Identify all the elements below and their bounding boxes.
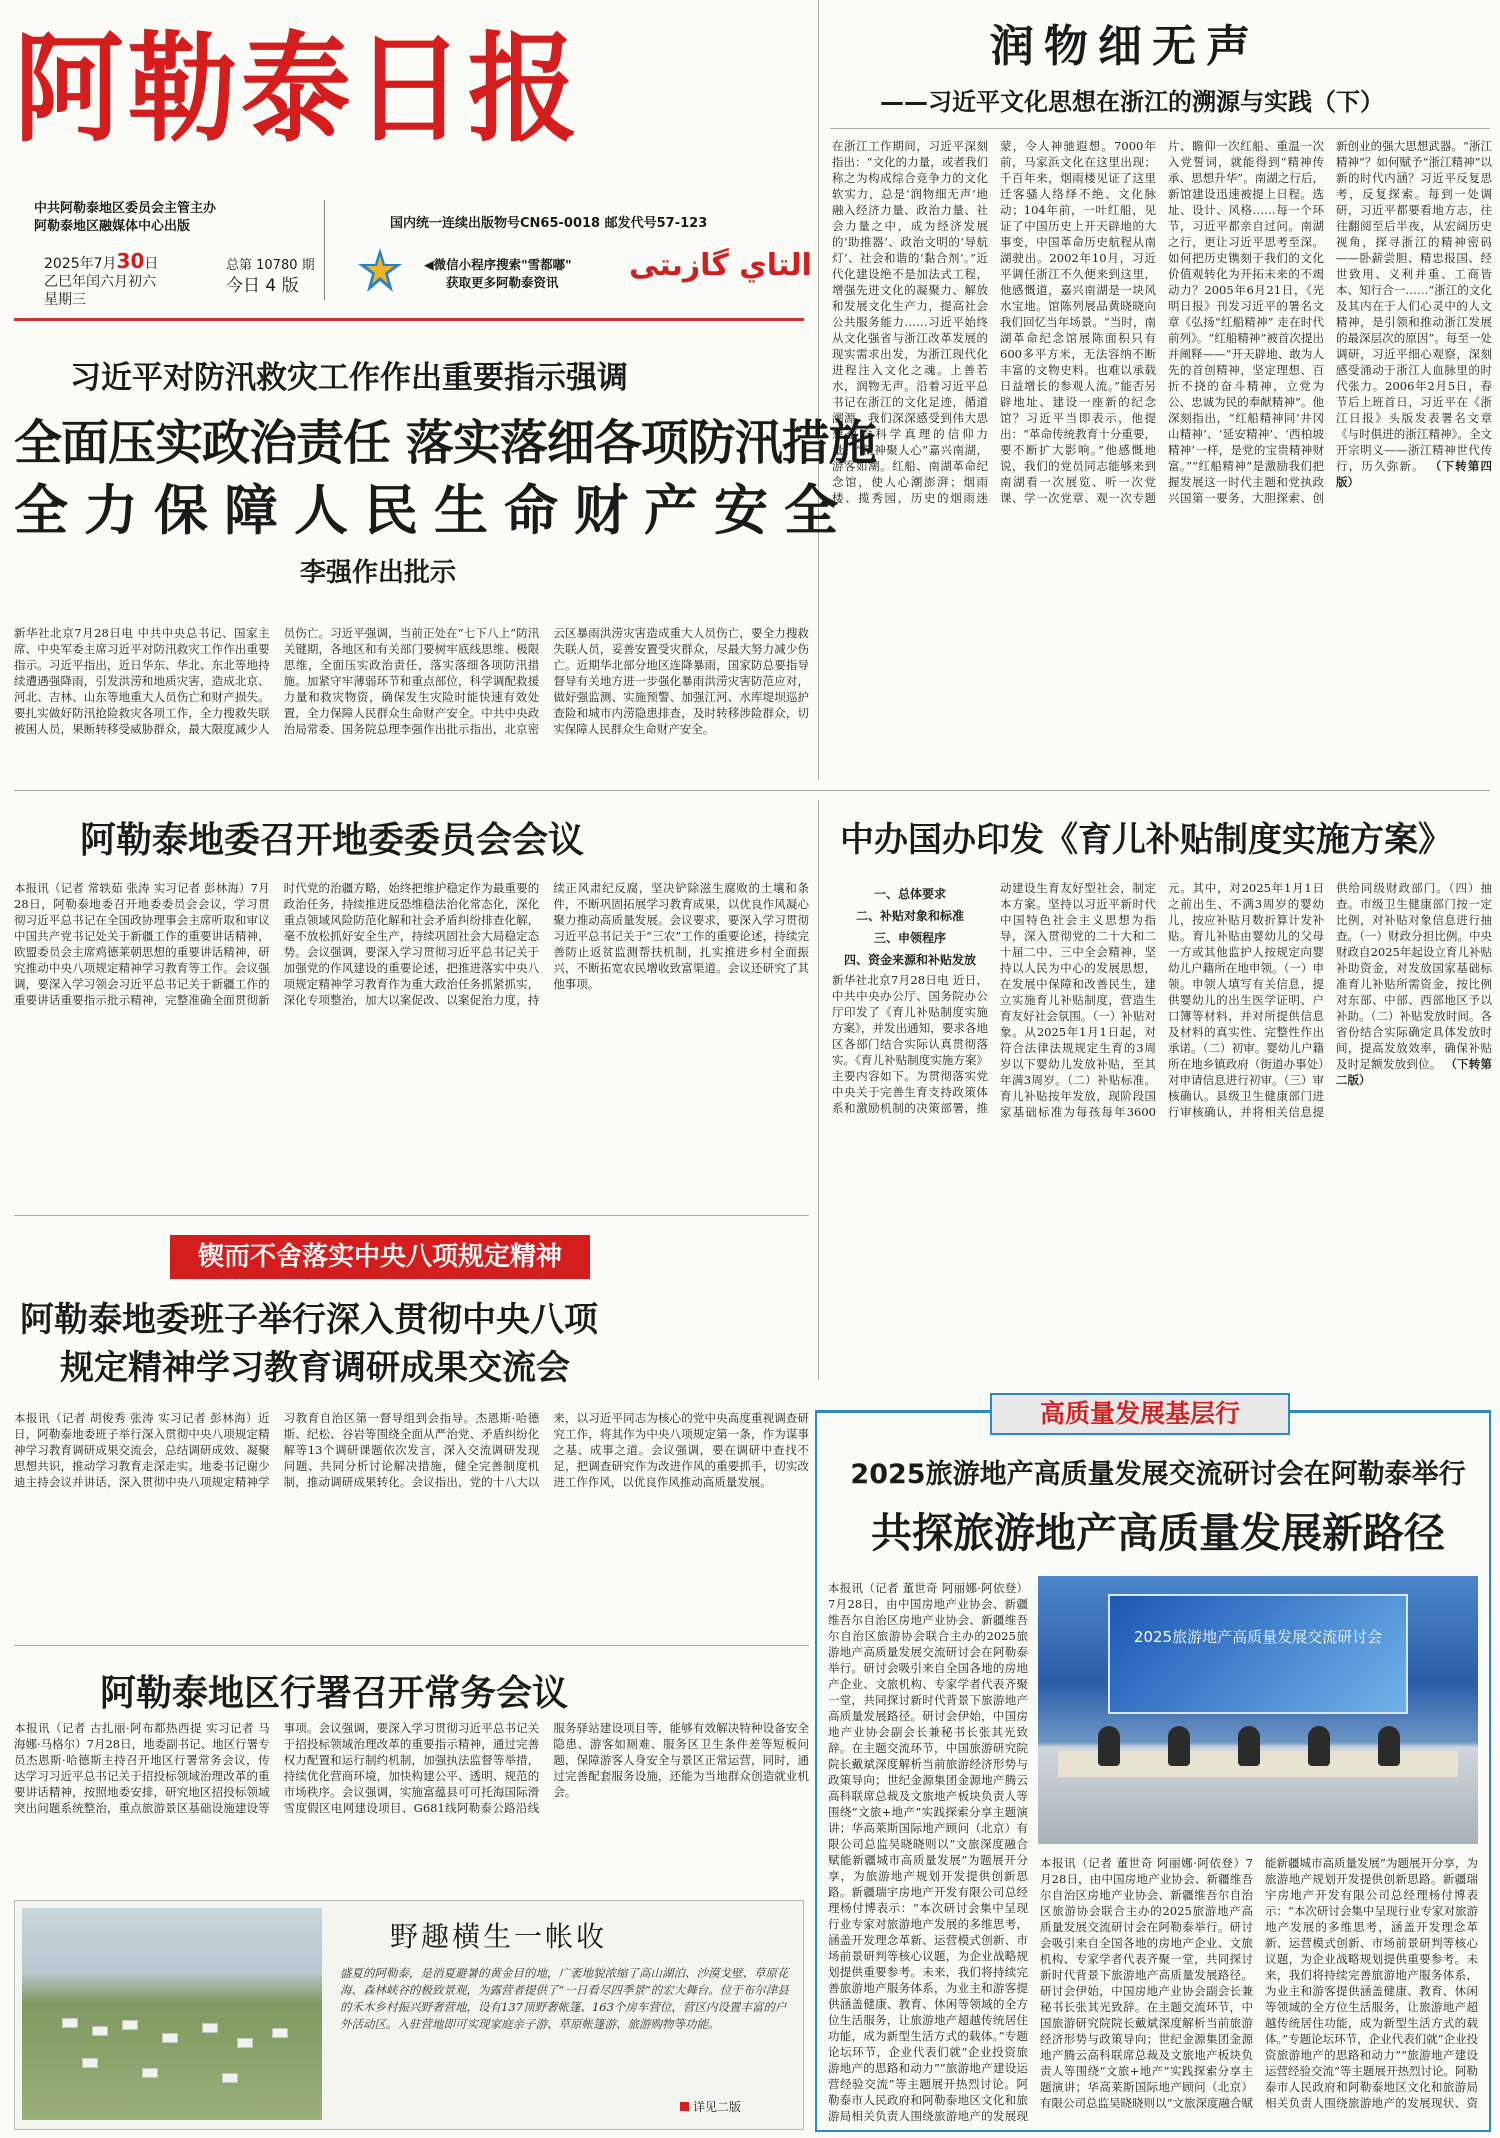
newspaper-title: 阿勒泰日报 [14, 19, 582, 158]
exchange-headline-2: 规定精神学习教育调研成果交流会 [60, 1348, 570, 1388]
lead-headline-2: 全力保障人民生命财产安全 [14, 479, 854, 542]
lead-body: 新华社北京7月28日电 中共中央总书记、国家主席、中央军委主席习近平对防汛救灾工作作出重要指示。习近平指出，近日华东、华北、东北等地持续遭遇强降雨，引发洪涝和地质灾害，造成北京、河北、吉林、山东等地重大人员伤亡和财产损失。要扎实做好防汛抢险救灾各项工作，全力搜救失联被困人员，果断转移受威胁群众，最大限度减少人员伤亡。习近平强调，当前正处在“七下八上”防汛关键期，各地区和有关部门要树牢底线思维、极限思维，全面压实政治责任，落实落细各项防汛措施。加紧守牢薄弱环节和重点部位，科学调配救援力量和救灾物资，确保发生灾险时能快速有效处置，全力保障人民群众生命财产安全。中共中央政治局常委、国务院总理李强作出批示指出，北京密云区暴雨洪涝灾害造成重大人员伤亡，要全力搜救失联人员，妥善安置受灾群众，尽最大努力减少伤亡。近期华北部分地区连降暴雨，国家防总要指导督导有关地方进一步强化暴雨洪涝灾害防范应对，做好强监测、实施预警、加强江河、水库堤坝巡护查险和城市内涝隐患排查，及时转移涉险群众，切实保障人民群众生命财产安全。 [14, 626, 809, 736]
speaker [1308, 1726, 1330, 1766]
see-page-link[interactable]: 详见二版 [680, 2098, 741, 2115]
hq-body-left: 本报讯（记者 董世奇 阿丽娜·阿依登）7月28日，由中国房地产业协会、新疆维吾尔自治区房地产业协会、新疆维吾尔自治区旅游协会联合主办的2025旅游地产高质量发展交流研讨会在阿勒泰举行。研讨会吸引来自全国各地的房地产企业、文旅机构、专家学者代表齐聚一堂，共同探讨新时代背景下旅游地产高质量发展路径。研讨会伊始，中国房地产业协会副会长兼秘书长张其光致辞。在主题交流环节，中国旅游研究院院长戴斌深度解析当前旅游经济形势与政策导向；世纪金源集团金源地产腾云高科联席总裁及文旅地产板块负责人等围绕“文旅+地产”实践探索分享主题演讲；华高莱斯国际地产顾问（北京）有限公司总监吴晓晓则以“文旅深度融合赋能新疆城市高质量发展”为题展开分享，为旅游地产规划开发提供创新思路。新疆瑞宇房地产开发有限公司总经理杨付博表示：“本次研讨会集中呈现行业专家对旅游地产发展的多维思考，涵盖开发理念革新、运营模式创新、市场前景研判等核心议题，为企业战略规划提供重要参考。未来，我们将持续完善旅游地产服务体系，为业主和游客提供涵盖健康、教育、休闲等领域的全方位生活服务，让旅游地产超越传统居住功能，成为新型生活方式的载体。”专题论坛环节，企业代表们就“企业投资旅游地产的思路和动力”“旅游地产建设运营经验交流”等主题展开热烈讨论。阿勒泰市人民政府和阿勒泰地区文化和旅游局相关负责人围绕旅游地产的发展现 [828, 1581, 1028, 2123]
committee-body: 本报讯（记者 常轶茹 张涛 实习记者 彭林海）7月28日，阿勒泰地委召开地委委员会会议，学习贯彻习近平总书记在全国政协理事会主席听取和审议中国共产党书记处关于新疆工作的重要讲话精神，欧盟委员会主席鸡德莱朝思想的重要讲话精神，研究推动中央八项规定精神学习教育等工作。会议强调，要深入学习领会习近平总书记关于新疆工作的重要讲话重要指示批示精神，完整准确全面贯彻新时代党的治疆方略，始终把维护稳定作为最重要的政治任务，持续推进反恐维稳法治化常态化，深化重点领域风险防范化解和社会矛盾纠纷排查化解，毫不放松抓好安全生产，持续巩固社会大局稳定态势。会议强调，要深入学习贯彻习近平总书记关于加强党的作风建设的重要论述，把推进落实中央八项规定精神学习教育作为重大政治任务抓紧抓实，深化专项整治，加大以案促改、以案促治力度，持续正风肃纪反腐，坚决铲除滋生腐败的土壤和条件，不断巩固拓展学习教育成果，以优良作风凝心聚力推动高质量发展。会议要求，要深入学习贯彻习近平总书记关于“三农”工作的重要论述，持续完善防止返贫监测帮扶机制，扎实推进乡村全面振兴，不断拓宽农民增收致富渠道。会议还研究了其他事项。 [14, 881, 809, 1007]
feature-subtitle: ——习近平文化思想在浙江的溯源与实践（下） [880, 88, 1384, 116]
stage-screen: 2025旅游地产高质量发展交流研讨会 [1108, 1594, 1408, 1714]
lead-kicker: 习近平对防汛救灾工作作出重要指示强调 [70, 360, 628, 396]
speaker [1238, 1726, 1260, 1766]
exchange-body: 本报讯（记者 胡俊秀 张涛 实习记者 彭林海）近日，阿勒泰地委班子举行深入贯彻中央八项规定精神学习教育调研成果交流会，总结调研成效、凝聚思想共识，推动学习教育走深走实。地委书记谢少迪主持会议并讲话，深入贯彻中央八项规定精神学习教育自治区第一督导组到会指导。杰恩斯·哈德斯、纪松、谷岩等围绕全面从严治党、矛盾纠纷化解等13个调研课题依次发言，深入交流调研发现问题、共同分析讨论解决措施，健全完善制度机制，推动调研成果转化。会议指出，党的十八大以来，以习近平同志为核心的党中央高度重视调查研究工作，将其作为中央八项规定第一条，作为谋事之基、成事之道。会议强调，要在调研中查找不足，把调查研究作为改进作风的重要抓手，切实改进工作作风，以优良作风推动高质量发展。 [14, 1411, 809, 1489]
issue-number: 总第 10780 期 今日 4 版 [226, 258, 315, 296]
exchange-headline: 阿勒泰地委班子举行深入贯彻中央八项 [20, 1300, 598, 1340]
hq-body-right: 本报讯（记者 董世奇 阿丽娜·阿依登）7月28日，由中国房地产业协会、新疆维吾尔自治区房地产业协会、新疆维吾尔自治区旅游协会联合主办的2025旅游地产高质量发展交流研讨会在阿勒泰举行。研讨会吸引来自全国各地的房地产企业、文旅机构、专家学者代表齐聚一堂，共同探讨新时代背景下旅游地产高质量发展路径。研讨会伊始，中国房地产业协会副会长兼秘书长张其光致辞。在主题交流环节，中国旅游研究院院长戴斌深度解析当前旅游经济形势与政策导向；世纪金源集团金源地产腾云高科联席总裁及文旅地产板块负责人等围绕“文旅+地产”实践探索分享主题演讲；华高莱斯国际地产顾问（北京）有限公司总监吴晓晓则以“文旅深度融合赋能新疆城市高质量发展”为题展开分享，为旅游地产规划开发提供创新思路。新疆瑞宇房地产开发有限公司总经理杨付博表示：“本次研讨会集中呈现行业专家对旅游地产发展的多维思考，涵盖开发理念革新、运营模式创新、市场前景研判等核心议题，为企业战略规划提供重要参考。未来，我们将持续完善旅游地产服务体系，为业主和游客提供涵盖健康、教育、休闲等领域的全方位生活服务，让旅游地产超越传统居住功能，成为新型生活方式的载体。”专题论坛环节，企业代表们就“企业投资旅游地产的思路和动力”“旅游地产建设运营经验交流”等主题展开热烈讨论。阿勒泰市人民政府和阿勒泰地区文化和旅游局相关负责人围绕旅游地产的发展现状、资 [1040, 1856, 1478, 2110]
lead-headline: 全面压实政治责任 落实落细各项防汛措施 [14, 415, 876, 471]
hq-headline: 共探旅游地产高质量发展新路径 [871, 1509, 1445, 1557]
speaker [1168, 1726, 1190, 1766]
masthead-rule [14, 318, 804, 321]
speaker [1098, 1726, 1120, 1766]
wechat-promo: ◀微信小程序搜索"雪都嘟" 获取更多阿勒泰资讯 [424, 257, 572, 290]
feature-title: 润物细无声 [990, 21, 1260, 72]
photo-feature-title: 野趣横生一帐收 [390, 1920, 608, 1953]
continued-note: （下转第二版） [1336, 1057, 1492, 1087]
feature-rule [830, 128, 1490, 129]
office-body: 本报讯（记者 古扎丽·阿布都热西提 实习记者 马海娜·马格尔）7月28日，地委副书记、地区行署专员杰恩斯·哈德斯主持召开地区行署常务会议，传达学习习近平总书记关于招投标领域治理改革的重要讲话精神，按照地委安排，研究地区招投标领域突出问题系统整治，重点旅游景区基础设施建设等事项。会议强调，要深入学习贯彻习近平总书记关于招投标领域治理改革的重要指示精神，通过完善权力配置和运行制约机制，加强执法监督等举措，持续优化营商环境，加快构建公平、透明、规范的市场秩序。会议强调，实施富蕴县可可托海国际滑雪度假区电网建设项目、G681线阿勒泰公路沿线服务驿站建设项目等，能够有效解决特种设备安全隐患、游客如厕难、服务区卫生条件差等短板问题，保障游客人身安全与景区正常运营，同时，通过完善配套服务设施，还能为当地群众创造就业机会。 [14, 1721, 809, 1815]
hq-subhead: 2025旅游地产高质量发展交流研讨会在阿勒泰举行 [850, 1459, 1466, 1490]
section-rule [14, 790, 1490, 791]
committee-headline: 阿勒泰地委召开地委委员会会议 [80, 820, 585, 861]
campsite-photo [22, 1908, 322, 2120]
section-rule [14, 1215, 809, 1216]
childcare-headline: 中办国办印发《育儿补贴制度实施方案》 [840, 820, 1452, 860]
issn: 国内统一连续出版物号CN65-0018 邮发代号57-123 [390, 216, 708, 231]
masthead [14, 4, 674, 194]
divider [324, 200, 325, 300]
column-divider [818, 0, 819, 780]
continued-note: （下转第四版） [1336, 459, 1492, 489]
photo-feature-caption: 盛夏的阿勒泰，是消夏避暑的黄金目的地，广袤地貌浓缩了高山湖泊、沙漠戈壁、草原花海、森林峡谷的极致景观，为露营者提供了“一日看尽四季景”的宏大舞台。位于布尔津县的禾木乡村振兴野奢营地，设有137顶野奢帐篷、163个房车营位，营区内设置丰富的户外活动区。入驻营地即可实现家庭亲子游、草原帐篷游、旅游购物等功能。 [340, 1966, 789, 2031]
section-band: 锲而不舍落实中央八项规定精神 [170, 1235, 590, 1279]
speaker [1378, 1726, 1400, 1766]
section-rule [14, 1645, 809, 1646]
lead-deck: 李强作出批示 [300, 558, 457, 588]
office-headline: 阿勒泰地区行署召开常务会议 [100, 1673, 569, 1714]
hq-tag: 高质量发展基层行 [990, 1393, 1290, 1435]
childcare-body: 一、总体要求 二、补贴对象和标准 三、申领程序 四、资金来源和补贴发放 新华社北京7月28日电 近日，中共中央办公厅、国务院办公厅印发了《育儿补贴制度实施方案》，并发出通知，要求各地区各部门结合实际认真贯彻落实。《育儿补贴制度实施方案》主要内容如下。为贯彻落实党中央关于完善生育支持政策体系和激励机制的决策部署，推动建设生育友好型社会，制定本方案。坚持以习近平新时代中国特色社会主义思想为指导，深入贯彻党的二十大和二十届二中、三中全会精神，坚持以人民为中心的发展思想，在发展中保障和改善民生，建立实施育儿补贴制度，营造生育友好社会氛围。（一）补贴对象。从2025年1月1日起，对符合法律法规规定生育的3周岁以下婴幼儿发放补贴，至其年满3周岁。（二）补贴标准。育儿补贴按年发放，现阶段国家基础标准为每孩每年3600元。其中，对2025年1月1日之前出生、不满3周岁的婴幼儿，按应补贴月数折算计发补贴。育儿补贴由婴幼儿的父母一方或其他监护人按规定向婴幼儿户籍所在地申领。（一）申领。申领人填写有关信息，提供婴幼儿的出生医学证明、户口簿等材料，并对所提供信息及材料的真实性、完整性作出承诺。（二）初审。婴幼儿户籍所在地乡镇政府（街道办事处）对申请信息进行初审。（三）审核确认。县级卫生健康部门进行审核确认，并将相关信息提供给同级财政部门。（四）抽查。市级卫生健康部门按一定比例，对补贴对象信息进行抽查。（一）财政分担比例。中央财政自2025年起设立育儿补贴补助资金，对发放国家基础标准育儿补贴所需资金，按比例对东部、中部、西部地区予以补助。（二）补贴发放时间。各省份结合实际确定具体发放时间，提高发放效率，确保补贴及时足额发放到位。 （下转第二版） [832, 881, 1492, 1119]
conference-photo [1038, 1576, 1478, 1844]
sponsor: 中共阿勒泰地区委员会主管主办 阿勒泰地区融媒体中心出版 [34, 201, 217, 234]
feature-body: 在浙江工作期间，习近平深刻指出：“文化的力量，或者我们称之为构成综合竞争力的文化软实力，总是‘润物细无声’地融入经济力量、政治力量、社会力量之中，成为经济发展的‘助推器’、政治文明的‘导航灯’、社会和谐的‘黏合剂’。”近代化建设绝不是加法式工程，增强先进文化的凝聚力、解放和发展文化生产力，提高社会公共服务能力……习近平始终从文化强省与浙江改革发展的现实需求出发，为浙江现代化进程注入文化之魂。上善若水，润物无声。沿着习近平总书记在浙江的文化足迹，循道溯源，我们深深感受到伟大思想蕴含科学真理的信仰力量。“精神聚人心”嘉兴南湖，游客如潮。红船、南湖革命纪念馆，使人心潮澎湃；烟雨楼、揽秀园，历史的烟雨迷蒙，令人神驰遐想。7000年前，马家浜文化在这里出现；千百年来，烟雨楼见证了这里迁客骚人络绎不绝、文化脉动；104年前，一叶红船，见证了中国历史上开天辟地的大事变，中国革命历史航程从南湖驶出。2002年10月，习近平调任浙江不久便来到这里，他感慨道，嘉兴南湖是一块风水宝地。馆陈列展品黄晓晓向我们回忆当年场景。“当时，南湖革命纪念馆展陈面积只有600多平方米，无法容纳不断丰富的文物史料。也难以承载日益增长的参观人流。”能否另辟地址、建设一座新的纪念馆？习近平当即表示，他提出：“革命传统教育十分重要，要不断扩大影响。”他感慨地说，我们的党员同志能够来到南湖看一次展览、听一次党课、学一次党章、观一次专题片、瞻仰一次红船、重温一次入党誓词，就能得到“精神传承、思想升华”。南湖之行后，新馆建设迅速被提上日程。选址、设计、风格……每一个环节，习近平都亲自过问。南湖之行，更让习近平思考至深。如何把历史镌刻于我们的文化价值观转化为开拓未来的不竭动力？2005年6月21日，《光明日报》刊发习近平的署名文章《弘扬“红船精神” 走在时代前列》。“红船精神”被首次提出并阐释——“开天辟地、敢为人先的首创精神，坚定理想、百折不挠的奋斗精神，立党为公、忠诚为民的奉献精神”。他深刻指出，“红船精神同‘井冈山精神’、‘延安精神’、‘西柏坡精神’一样，是党的宝贵精神财富。”“红船精神”是激励我们把握发展这一时代主题和党执政兴国第一要务，大胆探索、创新创业的强大思想武器。“浙江精神”？如何赋予“浙江精神”以新的时代内涵？习近平反复思考，反复探索。每到一处调研，习近平都要看地方志，往往翻阅至后半夜，从宏阔历史视角，探寻浙江的精神密码——卧薪尝胆、精忠报国、经世致用、义利并重、工商皆本、知行合一……“浙江的文化及其内在于人们心灵中的人文精神，是引领和推动浙江发展的最深层次的原因”。每至一处调研，习近平细心观察，深刻感受涌动于浙江人血脉里的时代张力。2006年2月5日，春节后上班首日，习近平在《浙江日报》头版发表署名文章《与时俱进的浙江精神》。全文开宗明义——浙江精神世代传行，历久弥新。 （下转第四版） [832, 139, 1492, 505]
issue-date: 2025年7月30日 乙巳年闰六月初六 星期三 [44, 249, 159, 308]
media-logo-icon [354, 246, 406, 298]
masthead-info [14, 200, 814, 320]
uyghur-title: التاي گازىتى [629, 248, 812, 283]
column-divider [818, 800, 819, 1380]
